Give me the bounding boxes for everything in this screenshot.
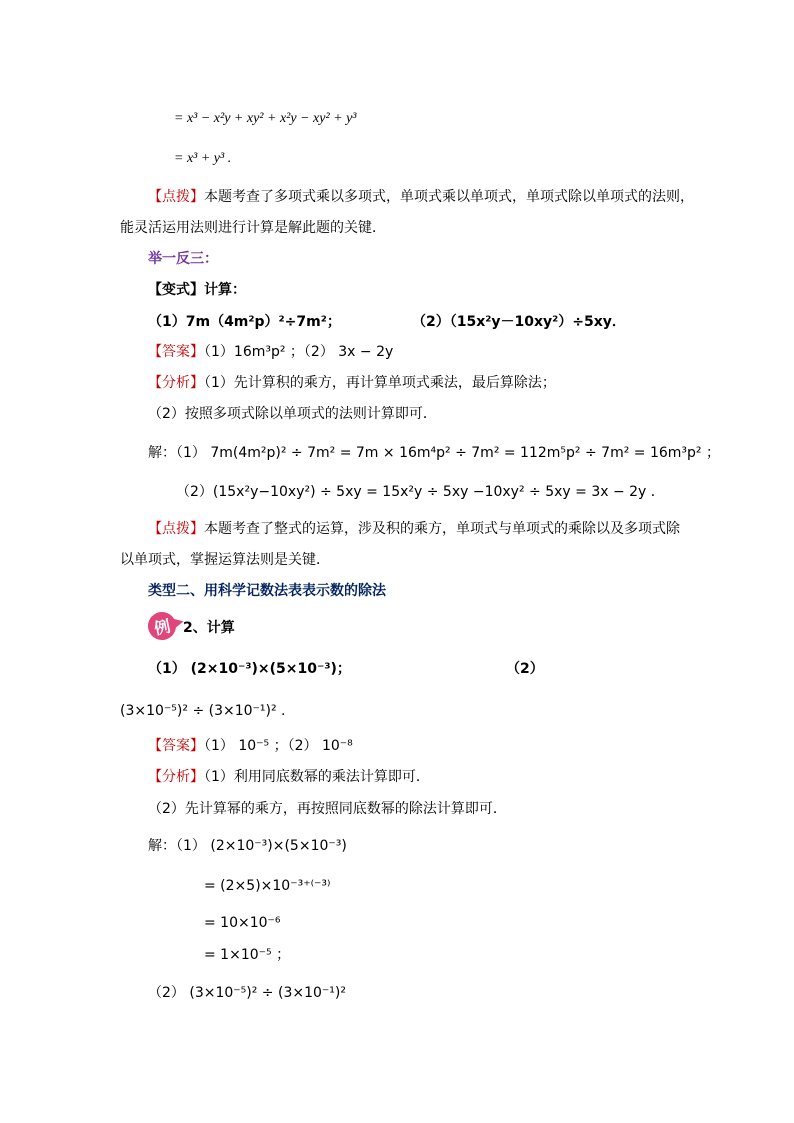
analysis-1-line2: （2）按照多项式除以单项式的法则计算即可． <box>148 406 437 422</box>
bianshi-text: 计算： <box>204 282 246 298</box>
variant-q2: （2）（15x²y－10xy²）÷5xy． <box>412 314 626 330</box>
answer-2-tag: 【答案】 <box>148 738 204 754</box>
dianbo-1 <box>148 188 694 206</box>
example-q1: （1） (2×10⁻³)×(5×10⁻³)； <box>148 661 351 677</box>
variant-q1: （1）7m（4m²p）²÷7m²； <box>148 314 341 330</box>
eq-line-2: = x³ + y³ . <box>174 151 232 166</box>
solution-2-line5: （2） (3×10⁻⁵)² ÷ (3×10⁻¹)² <box>148 985 346 1001</box>
solution-1-line2: （2）(15x²y−10xy²) ÷ 5xy = 15x²y ÷ 5xy −10xy² ÷ 5xy = 3x − 2y ． <box>176 484 665 500</box>
dianbo-1-tag: 【点拨】 <box>148 189 204 205</box>
answer-2 <box>148 737 353 755</box>
dianbo-1-line2: 能灵活运用法则进行计算是解此题的关键． <box>120 220 386 236</box>
answer-1-tag: 【答案】 <box>148 344 204 360</box>
analysis-2-tag: 【分析】 <box>148 769 204 785</box>
analysis-1 <box>148 374 556 392</box>
answer-1-text: （1）16m³p² ；（2） 3x − 2y <box>204 344 394 360</box>
example-badge-icon: 例 <box>145 609 178 642</box>
solution-2-line2: = (2×5)×10⁻³⁺⁽⁻³⁾ <box>204 878 331 894</box>
dianbo-2-line2: 以单项式，掌握运算法则是关键． <box>120 552 330 568</box>
solution-2-line3: = 10×10⁻⁶ <box>204 915 281 931</box>
example-q2-label: （2） <box>506 661 544 677</box>
bianshi-tag: 【变式】 <box>148 282 204 298</box>
analysis-2-text: （1）利用同底数幂的乘法计算即可． <box>204 769 430 785</box>
dianbo-2-tag: 【点拨】 <box>148 521 204 537</box>
dianbo-2-text: 本题考查了整式的运算，涉及积的乘方，单项式与单项式的乘除以及多项式除 <box>204 521 680 537</box>
bianshi <box>148 281 246 299</box>
example-q2: (3×10⁻⁵)² ÷ (3×10⁻¹)² . <box>120 703 286 719</box>
eq-line-1: = x³ − x²y + xy² + x²y − xy² + y³ <box>174 111 357 126</box>
solution-2-line1: 解：（1） (2×10⁻³)×(5×10⁻³) <box>148 838 347 854</box>
answer-2-text: （1） 10⁻⁵ ；（2） 10⁻⁸ <box>204 738 353 754</box>
solution-2-line4: = 1×10⁻⁵ ； <box>204 947 291 963</box>
dianbo-1-text: 本题考查了多项式乘以多项式，单项式乘以单项式，单项式除以单项式的法则， <box>204 189 694 205</box>
dianbo-2 <box>148 520 680 538</box>
type-two-heading: 类型二、用科学记数法表表示数的除法 <box>148 583 386 599</box>
solution-1-line1: 解：（1） 7m(4m²p)² ÷ 7m² = 7m × 16m⁴p² ÷ 7m² = 112m⁵p² ÷ 7m² = 16m³p² ； <box>148 445 720 461</box>
answer-1 <box>148 343 393 361</box>
example-title: 2、计算 <box>183 620 235 636</box>
analysis-2 <box>148 768 430 786</box>
analysis-2-line2: （2）先计算幂的乘方，再按照同底数幂的除法计算即可． <box>148 801 507 817</box>
juyi-fansan: 举一反三： <box>148 251 218 267</box>
analysis-1-tag: 【分析】 <box>148 375 204 391</box>
analysis-1-text: （1）先计算积的乘方，再计算单项式乘法，最后算除法； <box>204 375 556 391</box>
